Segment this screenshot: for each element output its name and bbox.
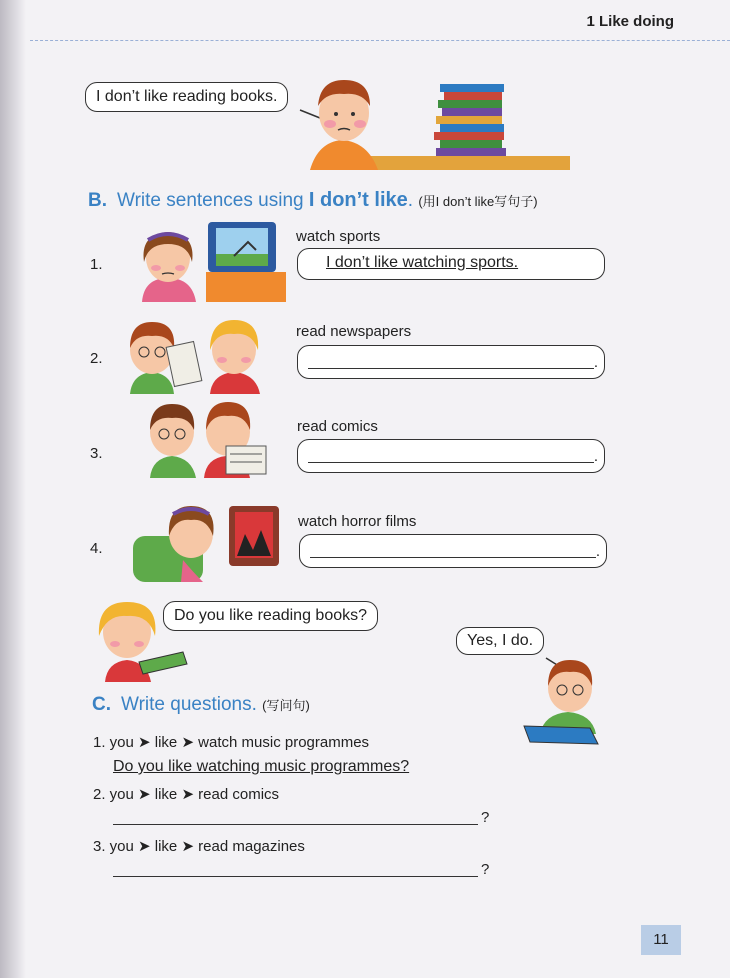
b-item-number: 1. bbox=[90, 256, 103, 273]
c-item-answer-line[interactable] bbox=[113, 876, 478, 877]
top-speech-bubble bbox=[85, 82, 288, 112]
reply-speech-bubble bbox=[456, 627, 544, 655]
header-divider bbox=[30, 40, 730, 41]
book-stack-icon bbox=[434, 84, 506, 156]
c-item-answer-line[interactable] bbox=[113, 824, 478, 825]
b-item-answer-box[interactable] bbox=[297, 439, 605, 473]
b-item-answer-text: I don’t like watching sports. bbox=[326, 254, 519, 271]
top-bubble-text: I don’t like reading books. bbox=[96, 88, 278, 105]
boy-with-books-illustration bbox=[280, 70, 580, 175]
section-b-title bbox=[88, 189, 538, 212]
question-speech-bubble bbox=[163, 601, 378, 631]
girl-watching-tv-illustration bbox=[136, 220, 286, 302]
b-item-answer-line bbox=[308, 462, 594, 463]
section-b-title-suffix: . bbox=[407, 190, 414, 211]
c-item-prompt: 3. you ➤ like ➤ read magazines bbox=[93, 838, 305, 855]
b-item-number: 4. bbox=[90, 540, 103, 557]
book-spine-shadow bbox=[0, 0, 26, 978]
section-c-letter: C. bbox=[92, 694, 111, 715]
b-item-answer-box[interactable] bbox=[297, 345, 605, 379]
section-b-note: (用I don’t like写句子) bbox=[418, 194, 538, 209]
b-item-answer-box[interactable] bbox=[297, 248, 605, 280]
page-number: 11 bbox=[641, 925, 681, 955]
question-bubble-text: Do you like reading books? bbox=[174, 607, 368, 624]
c-item-answer[interactable]: Do you like watching music programmes? bbox=[113, 758, 410, 775]
b-item-prompt: watch sports bbox=[296, 228, 381, 245]
section-c-title bbox=[92, 694, 310, 716]
b-item-prompt: read newspapers bbox=[296, 323, 412, 340]
girl-scared-tv-illustration bbox=[133, 500, 281, 582]
c-item-end-mark: ? bbox=[481, 809, 490, 826]
section-c-note: (写问句) bbox=[262, 698, 310, 713]
c-item-end-mark: ? bbox=[481, 861, 490, 878]
kids-reading-comics-illustration bbox=[140, 400, 270, 478]
b-item-answer-line bbox=[308, 368, 594, 369]
b-item-answer-line bbox=[310, 557, 596, 558]
b-item-number: 3. bbox=[90, 445, 103, 462]
b-item-end-mark: . bbox=[593, 448, 598, 465]
section-b-title-text: Write sentences using bbox=[117, 190, 309, 211]
reply-bubble-text: Yes, I do. bbox=[467, 632, 534, 649]
b-item-prompt: watch horror films bbox=[298, 513, 417, 530]
b-item-end-mark: . bbox=[595, 543, 600, 560]
c-item-prompt: 2. you ➤ like ➤ read comics bbox=[93, 786, 280, 803]
section-c-title-text: Write questions. bbox=[121, 694, 257, 715]
b-item-answer-box[interactable] bbox=[299, 534, 607, 568]
boy-with-book-illustration bbox=[522, 654, 604, 748]
b-item-prompt: read comics bbox=[297, 418, 378, 435]
section-b-title-bold: I don’t like bbox=[308, 189, 408, 211]
c-item-prompt: 1. you ➤ like ➤ watch music programmes bbox=[93, 734, 370, 751]
kids-reading-newspaper-illustration bbox=[126, 314, 271, 394]
section-b-letter: B. bbox=[88, 190, 107, 211]
b-item-end-mark: . bbox=[593, 354, 598, 371]
unit-header: 1 Like doing bbox=[586, 13, 674, 30]
b-item-number: 2. bbox=[90, 350, 103, 367]
